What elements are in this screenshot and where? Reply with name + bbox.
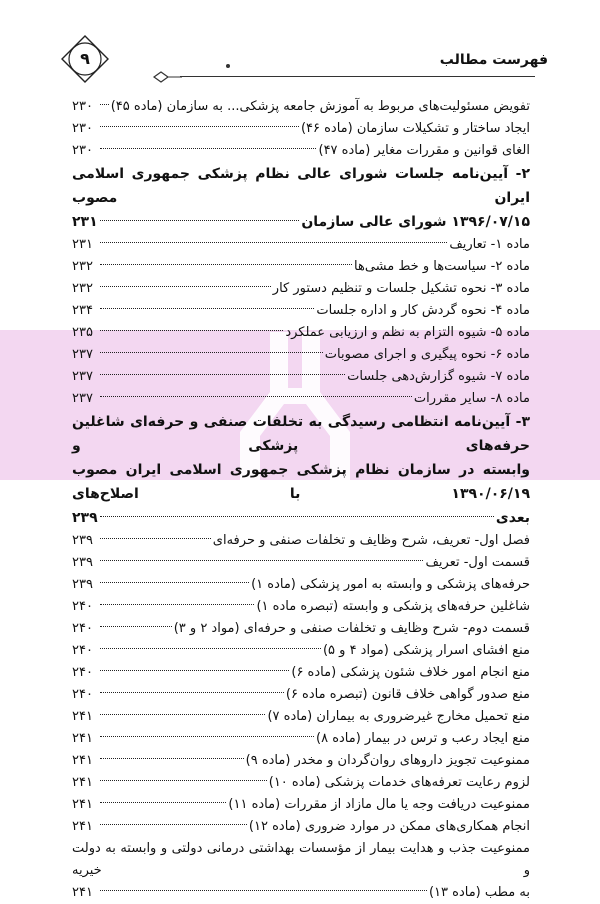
page-header (0, 0, 600, 95)
rule-ornament-icon (150, 70, 182, 84)
toc-entry[interactable]: الغای قوانین و مقررات مغایر (ماده ۴۷) ۲۳۰ (72, 143, 530, 158)
toc-entry[interactable]: لزوم رعایت تعرفه‌های خدمات پزشکی (ماده ۱۰) ۲۴۱ (72, 775, 530, 790)
header-rule (180, 76, 535, 77)
running-title: فهرست مطالب (439, 52, 548, 68)
toc-entry[interactable]: قسمت دوم- شرح وظایف و تخلفات صنفی و حرفه‌ای (مواد ۲ و ۳) ۲۴۰ (72, 621, 530, 636)
toc-entry[interactable]: ماده ۸- سایر مقررات ۲۳۷ (72, 391, 530, 406)
toc-entry[interactable]: ماده ۵- شیوه التزام به نظم و ارزیابی عملکرد ۲۳۵ (72, 325, 530, 340)
toc-entry[interactable]: ماده ۷- شیوه گزارش‌دهی جلسات ۲۳۷ (72, 369, 530, 384)
toc-entry[interactable]: قسمت اول- تعریف ۲۳۹ (72, 555, 530, 570)
toc-entry-multiline[interactable]: ممنوعیت جذب و هدایت بیمار از مؤسسات بهداشتی درمانی دولتی و وابسته به دولت و خیریه به مطب (ماده ۱۳) ۲۴۱ (72, 841, 530, 900)
section-2-heading[interactable]: ۲- آیین‌نامه جلسات شورای عالی نظام پزشکی جمهوری اسلامی ایران مصوب ۱۳۹۶/۰۷/۱۵ شورای عالی سازمان ۲۳۱ (72, 166, 530, 230)
toc-entry[interactable]: ممنوعیت تجویز داروهای روان‌گردان و مخدر (ماده ۹) ۲۴۱ (72, 753, 530, 768)
toc-entry[interactable]: انجام همکاری‌های ممکن در موارد ضروری (ماده ۱۲) ۲۴۱ (72, 819, 530, 834)
toc-entry[interactable]: تفویض مسئولیت‌های مربوط به آموزش جامعه پزشکی... به سازمان (ماده ۴۵) ۲۳۰ (72, 99, 530, 114)
toc-entry[interactable]: شاغلین حرفه‌های پزشکی و وابسته (تبصره ماده ۱) ۲۴۰ (72, 599, 530, 614)
toc-entry[interactable]: منع صدور گواهی خلاف قانون (تبصره ماده ۶) ۲۴۰ (72, 687, 530, 702)
toc-entry[interactable]: ماده ۲- سیاست‌ها و خط مشی‌ها ۲۳۲ (72, 259, 530, 274)
ornament-dot (226, 64, 230, 68)
toc-entry[interactable]: ممنوعیت دریافت وجه یا مال مازاد از مقررات (ماده ۱۱) ۲۴۱ (72, 797, 530, 812)
toc-entry[interactable]: فصل اول- تعریف، شرح وظایف و تخلفات صنفی و حرفه‌ای ۲۳۹ (72, 533, 530, 548)
toc-entry[interactable]: ماده ۶- نحوه پیگیری و اجرای مصوبات ۲۳۷ (72, 347, 530, 362)
toc-entry[interactable]: منع تحمیل مخارج غیرضروری به بیماران (ماده ۷) ۲۴۱ (72, 709, 530, 724)
section-3-heading[interactable]: ۳- آیین‌نامه انتظامی رسیدگی به تخلفات صنفی و حرفه‌ای شاغلین حرفه‌های پزشکی و وابسته در سازمان نظام پزشکی جمهوری اسلامی ایران مصوب ۱۳۹۰/۰۶/۱۹ با اصلاح‌های بعدی ۲۳۹ (72, 414, 530, 526)
toc-group-section-2 (72, 234, 530, 410)
toc-entry[interactable]: حرفه‌های پزشکی و وابسته به امور پزشکی (ماده ۱) ۲۳۹ (72, 577, 530, 592)
toc-group-top (72, 96, 530, 162)
toc-group-section-3 (72, 530, 530, 838)
toc-entry[interactable]: ایجاد ساختار و تشکیلات سازمان (ماده ۴۶) ۲۳۰ (72, 121, 530, 136)
toc-entry[interactable]: منع انجام امور خلاف شئون پزشکی (ماده ۶) ۲۴۰ (72, 665, 530, 680)
toc-entry[interactable]: منع ایجاد رعب و ترس در بیمار (ماده ۸) ۲۴۱ (72, 731, 530, 746)
toc-content (72, 96, 530, 904)
toc-entry[interactable]: منع افشای اسرار پزشکی (مواد ۴ و ۵) ۲۴۰ (72, 643, 530, 658)
toc-entry[interactable]: ماده ۴- نحوه گردش کار و اداره جلسات ۲۳۴ (72, 303, 530, 318)
toc-entry[interactable]: ماده ۱- تعاریف ۲۳۱ (72, 237, 530, 252)
page-number: ۹ (80, 49, 90, 68)
toc-entry[interactable]: ماده ۳- نحوه تشکیل جلسات و تنظیم دستور کار ۲۳۲ (72, 281, 530, 296)
